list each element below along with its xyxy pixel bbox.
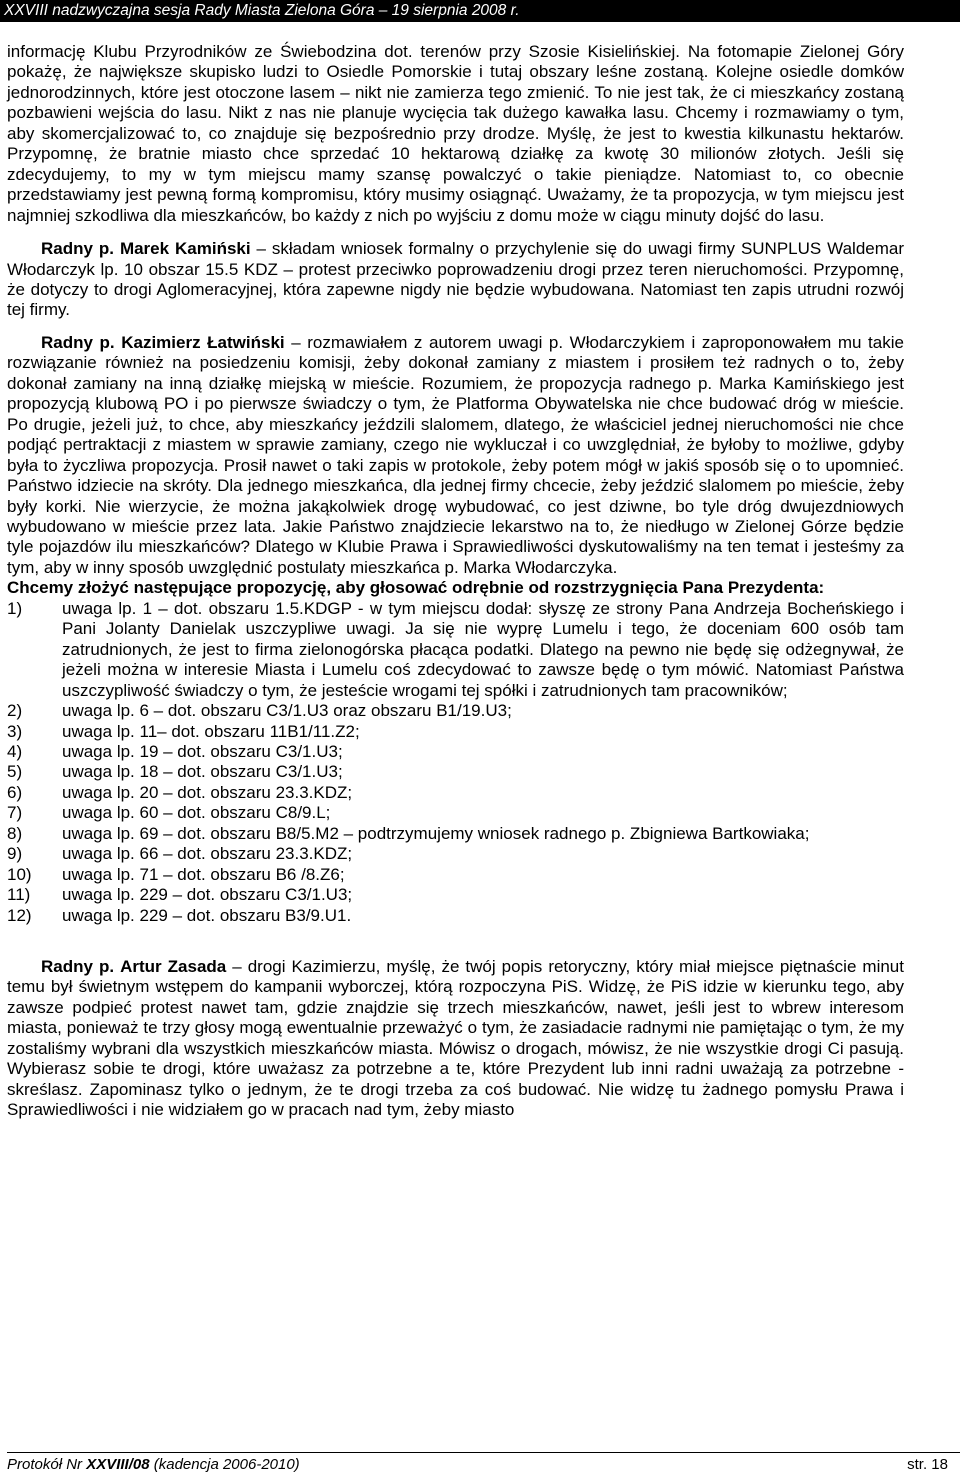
list-item (7, 722, 904, 742)
item-text: uwaga lp. 69 – dot. obszaru B8/5.M2 – podtrzymujemy wniosek radnego p. Zbigniewa Bartkowiaka; (62, 823, 810, 843)
item-text: uwaga lp. 229 – dot. obszaru C3/1.U3; (62, 885, 353, 905)
item-text: uwaga lp. 60 – dot. obszaru C8/9.L; (62, 803, 331, 823)
speaker-name: Marek Kamiński (119, 239, 251, 259)
item-number: 2) (7, 701, 23, 721)
item-number: 4) (7, 741, 23, 761)
item-number: 9) (7, 844, 23, 864)
list-item (7, 599, 904, 701)
list-item (7, 701, 904, 721)
item-number: 6) (7, 782, 23, 802)
statement-text: – rozmawiałem z autorem uwagi p. Włodarczykiem i zaproponowałem mu takie rozwiązanie również na posiedzeniu komisji, żeby dokonał zamiany z miastem i prosiłem też radnych o to, żeby dokonał zamiany na inną działkę miejską w mieście. Rozumiem, że propozycja radnego p. Marka Kamińskiego jest propozycją klubową PO i po pierwsze świadczy o tym, że Platforma Obywatelska nie chce budować dróg w mieście. Po drugie, jeżeli już, to chce, aby mieszkańcy jeździli slalomem, dlatego, że właściciel jednej nieruchomości nie chce podjąć pertraktacji z miastem w sprawie zamiany, czego nie wykluczał i co uwzględniał, że byłoby to możliwe, gdyby była to życzliwa propozycja. Prosił nawet o taki zapis w protokole, żeby potem mógł w jakiś sposób się o to upomnieć. Państwo idziecie na skróty. Dla jednego mieszkańca, dla jednej firmy chcecie, żeby jeździć slalomem po mieście, żeby były korki. Nie wierzycie, że można jakąkolwiek drogę wybudować, co jest dziwne, bo tyle dróg dwujezdniowych wybudowano w mieście przez lata. Jakie Państwo znajdziecie lekarstwo na to, że niedługo w Zielonej Górze będzie tyle pojazdów ilu mieszkańców? Dlatego w Klubie Prawa i Sprawiedliwości dyskutowaliśmy na ten temat i jesteśmy za tym, aby w inny sposób uwzględnić postulaty mieszkańca p. Marka Włodarczyka. (7, 332, 904, 577)
footer-protocol-prefix: Protokół Nr (7, 1456, 87, 1473)
list-item (7, 824, 904, 844)
item-text: uwaga lp. 20 – dot. obszaru 23.3.KDZ; (62, 782, 353, 802)
item-number: 7) (7, 803, 23, 823)
list-item (7, 762, 904, 782)
page-header (0, 0, 960, 22)
list-item (7, 844, 904, 864)
speaker-role: Radny p. (41, 957, 115, 977)
speaker-name: Kazimierz Łatwiński (121, 332, 285, 352)
item-number: 11) (7, 885, 31, 905)
list-item (7, 783, 904, 803)
item-text: uwaga lp. 11– dot. obszaru 11B1/11.Z2; (62, 721, 360, 741)
list-item (7, 885, 904, 905)
paragraph-intro: informację Klubu Przyrodników ze Świebodzina dot. terenów przy Szosie Kisielińskiej. Na fotomapie Zielonej Góry pokażę, że największe skupisko ludzi to Osiedle Pomorskie i tutaj obszary leśne zostaną. Kolejne osiedle domków jednorodzinnych, które jest otoczone lasem – nikt nie zamierza tego zmienić. To nie jest tak, że ci mieszkańcy zostaną pozbawieni wejścia do lasu. Nikt z nas nie planuje wycięcia tak dużego kawałka lasu. Chcemy i rozmawiamy o tym, aby skomercjalizować to, co znajduje się bezpośrednio przy drodze. Myślę, że jest to kwestia kilkunastu hektarów. Przypomnę, że bratnie miasto chce sprzedać 10 hektarową działkę za kwotę 30 milionów złotych. Jeśli się zdecydujemy, to my w tym miejscu mamy szansę powalczyć o takie pieniądze. Natomiast to, co obecnie przedstawiamy jest pewną formą kompromisu, który musimy osiągnąć. Uważamy, że ta propozycja, w tym miejscu jest najmniej szkodliwa dla mieszkańców, bo każdy z nich po wyjściu z domu może w ciągu minuty dojść do lasu. (7, 42, 904, 225)
footer-divider (7, 1452, 960, 1453)
proposal-list (7, 599, 904, 926)
footer-protocol (7, 1456, 300, 1474)
statement-zasada (7, 957, 904, 1121)
footer-protocol-suffix: (kadencja 2006-2010) (149, 1456, 300, 1473)
page-number: str. 18 (907, 1456, 948, 1473)
list-item (7, 742, 904, 762)
item-number: 1) (7, 598, 23, 618)
list-item (7, 865, 904, 885)
statement-latwinski (7, 333, 904, 578)
footer-protocol-number: XXVIII/08 (86, 1456, 150, 1473)
statement-text: – drogi Kazimierzu, myślę, że twój popis retoryczny, który miał miejsce piętnaście minut temu był świetnym wstępem do kampanii wyborczej, którą rozpoczyna PiS. Widzę, że PiS idzie w kierunku tego, aby zawsze podpieć protest nawet tam, gdzie znajdzie się trzech mieszkańców, nawet, jeśli jest to wbrew interesom miasta, ponieważ te trzy głosy mogą ewentualnie przeważyć o tym, że zasiadacie radnymi nie pamiętając o tym, że my zostaliśmy wybrani dla wszystkich mieszkańców miasta. Mówisz o drogach, mówisz, że nie wszystkie drogi Ci pasują. Wybierasz sobie te drogi, które uważasz za potrzebne a te, które Prezydent lub inni radni uważają za potrzebne - skreślasz. Zapominasz tylko o jednym, że te drogi trzeba za coś budować. Nie widzę tu żadnego pomysłu Prawa i Sprawiedliwości i nie widziałem go w pracach nad tym, żeby miasto (7, 957, 904, 1120)
speaker-role: Radny p. (41, 239, 114, 259)
item-number: 5) (7, 762, 23, 782)
item-number: 3) (7, 721, 23, 741)
item-text: uwaga lp. 19 – dot. obszaru C3/1.U3; (62, 741, 343, 761)
item-text: uwaga lp. 66 – dot. obszaru 23.3.KDZ; (62, 844, 353, 864)
item-text: uwaga lp. 18 – dot. obszaru C3/1.U3; (62, 762, 343, 782)
item-number: 8) (7, 823, 23, 843)
proposal-heading: Chcemy złożyć następujące propozycję, aby głosować odrębnie od rozstrzygnięcia Pana Prezydenta: (7, 578, 825, 598)
header-title: XXVIII nadzwyczajna sesja Rady Miasta Zielona Góra – 19 sierpnia 2008 r. (4, 2, 520, 19)
document-body (7, 42, 904, 1121)
statement-kaminski (7, 239, 904, 321)
item-text: uwaga lp. 6 – dot. obszaru C3/1.U3 oraz obszaru B1/19.U3; (62, 701, 512, 721)
list-item (7, 906, 904, 926)
item-text: uwaga lp. 1 – dot. obszaru 1.5.KDGP - w tym miejscu dodał: słyszę ze strony Pana Andrzeja Bocheńskiego i Pani Jolanty Danielak uszczypliwe uwagi. Ja się nie wyprę Lumelu i tego, że doceniam 600 osób tam zatrudnionych, że jest to firma zielonogórska płacąca podatki. Dlatego na pewno nie będę się odżegnywał, że jeżeli można w interesie Miasta i Lumelu coś zdecydować to zawsze będę o tym mówić. Natomiast Państwa uszczypliwość świadczy o tym, że jesteście wrogami tej spółki i zatrudnionych tam pracowników; (62, 598, 904, 700)
item-number: 12) (7, 905, 32, 925)
statement-text: – składam wniosek formalny o przychylenie się do uwagi firmy SUNPLUS Waldemar Włodarczyk lp. 10 obszar 15.5 KDZ – protest przeciwko poprowadzeniu drogi przez teren nieruchomości. Przypomnę, że dotyczy to drogi Aglomeracyjnej, która zapewne nigdy nie będzie wybudowana. Natomiast ten zapis utrudni rozwój tej firmy. (7, 239, 905, 320)
item-number: 10) (7, 864, 32, 884)
list-item (7, 803, 904, 823)
speaker-role: Radny p. (41, 332, 115, 352)
item-text: uwaga lp. 229 – dot. obszaru B3/9.U1. (62, 905, 352, 925)
item-text: uwaga lp. 71 – dot. obszaru B6 /8.Z6; (62, 864, 345, 884)
speaker-name: Artur Zasada (120, 957, 227, 977)
